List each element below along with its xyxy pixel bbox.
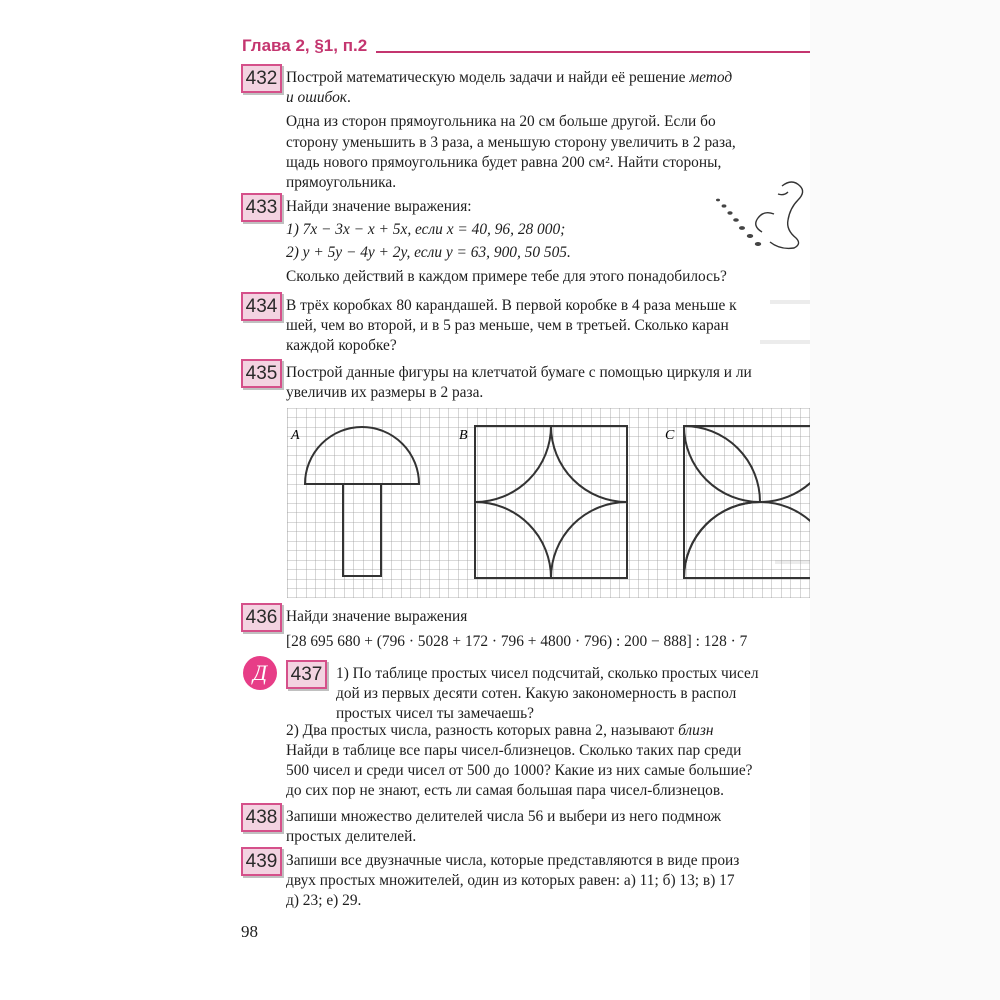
problem-text-line: Построй математическую модель задачи и найди её решение метод xyxy=(286,69,733,86)
figure-label-c: C xyxy=(665,428,675,443)
homework-badge: Д xyxy=(243,656,277,690)
problem-text-line: 1) 7x − 3x − x + 5x, если x = 40, 96, 28 000; xyxy=(286,221,566,238)
problem-text-line: 500 чисел и среди чисел от 500 до 1000? Какие из них самые большие? xyxy=(286,762,753,779)
page-number: 98 xyxy=(241,922,258,941)
problem-text-line: сторону уменьшить в 3 раза, а меньшую сторону увеличить в 2 раза, xyxy=(286,134,736,151)
scan-margin xyxy=(810,0,1000,1000)
problem-number: 433 xyxy=(241,193,282,222)
problem-text-line: 1) По таблице простых чисел подсчитай, сколько простых чисел xyxy=(336,665,759,682)
problem-number: 435 xyxy=(241,359,282,388)
problem-text-line: 2) y + 5y − 4y + 2y, если y = 63, 900, 50 505. xyxy=(286,244,571,261)
chapter-header: Глава 2, §1, п.2 xyxy=(242,36,368,55)
problem-number: 437 xyxy=(286,660,327,689)
problem-text-line: В трёх коробках 80 карандашей. В первой коробке в 4 раза меньше к xyxy=(286,297,737,314)
problem-text-line: Найди в таблице все пары чисел-близнецов. Сколько таких пар среди xyxy=(286,742,742,759)
illustration-doodle xyxy=(712,176,810,256)
bleed-through xyxy=(770,300,810,304)
problem-text-line: щадь нового прямоугольника будет равна 200 см². Найти стороны, xyxy=(286,154,722,171)
problem-number: 434 xyxy=(241,292,282,321)
problem-text-line: увеличив их размеры в 2 раза. xyxy=(286,384,484,401)
problem-text-line: Запиши все двузначные числа, которые представляются в виде произ xyxy=(286,852,740,869)
problem-text-line: и ошибок. xyxy=(286,89,351,106)
problem-text-line: до сих пор не знают, есть ли самая большая пара чисел-близнецов. xyxy=(286,782,724,799)
problem-text-line: двух простых множителей, один из которых равен: а) 11; б) 13; в) 17 xyxy=(286,872,735,889)
problem-text-line: Найди значение выражения xyxy=(286,608,468,625)
problem-number: 432 xyxy=(241,64,282,93)
problem-text-line: [28 695 680 + (796 · 5028 + 172 · 796 + 4800 · 796) : 200 − 888] : 128 · 7 xyxy=(286,633,748,650)
figure-label-b: B xyxy=(459,428,468,443)
problem-text-line: Сколько действий в каждом примере тебе для этого понадобилось? xyxy=(286,268,727,285)
problem-text-line: каждой коробке? xyxy=(286,337,397,354)
problem-text-line: Запиши множество делителей числа 56 и выбери из него подмнож xyxy=(286,808,721,825)
header-rule xyxy=(376,51,810,53)
problem-text-line: Найди значение выражения: xyxy=(286,198,472,215)
problem-text-line: прямоугольника. xyxy=(286,174,397,191)
problem-number: 438 xyxy=(241,803,282,832)
problem-number: 436 xyxy=(241,603,282,632)
problem-text-line: шей, чем во второй, и в 5 раз меньше, чем в третьей. Сколько каран xyxy=(286,317,729,334)
problem-text-line: дой из первых десяти сотен. Какую закономерность в распол xyxy=(336,685,737,702)
problem-text-line: Построй данные фигуры на клетчатой бумаге с помощью циркуля и ли xyxy=(286,364,752,381)
problem-text-line: Одна из сторон прямоугольника на 20 см больше другой. Если бо xyxy=(286,113,716,130)
figure-label-a: A xyxy=(291,428,300,443)
problem-text-line: д) 23; е) 29. xyxy=(286,892,362,909)
problem-text-line: 2) Два простых числа, разность которых равна 2, называют близн xyxy=(286,722,714,739)
bleed-through xyxy=(760,340,810,344)
problem-text-line: простых делителей. xyxy=(286,828,417,845)
problem-text-line: простых чисел ты замечаешь? xyxy=(336,705,534,722)
graph-paper xyxy=(287,408,810,598)
grid-figures xyxy=(287,408,810,598)
problem-number: 439 xyxy=(241,847,282,876)
